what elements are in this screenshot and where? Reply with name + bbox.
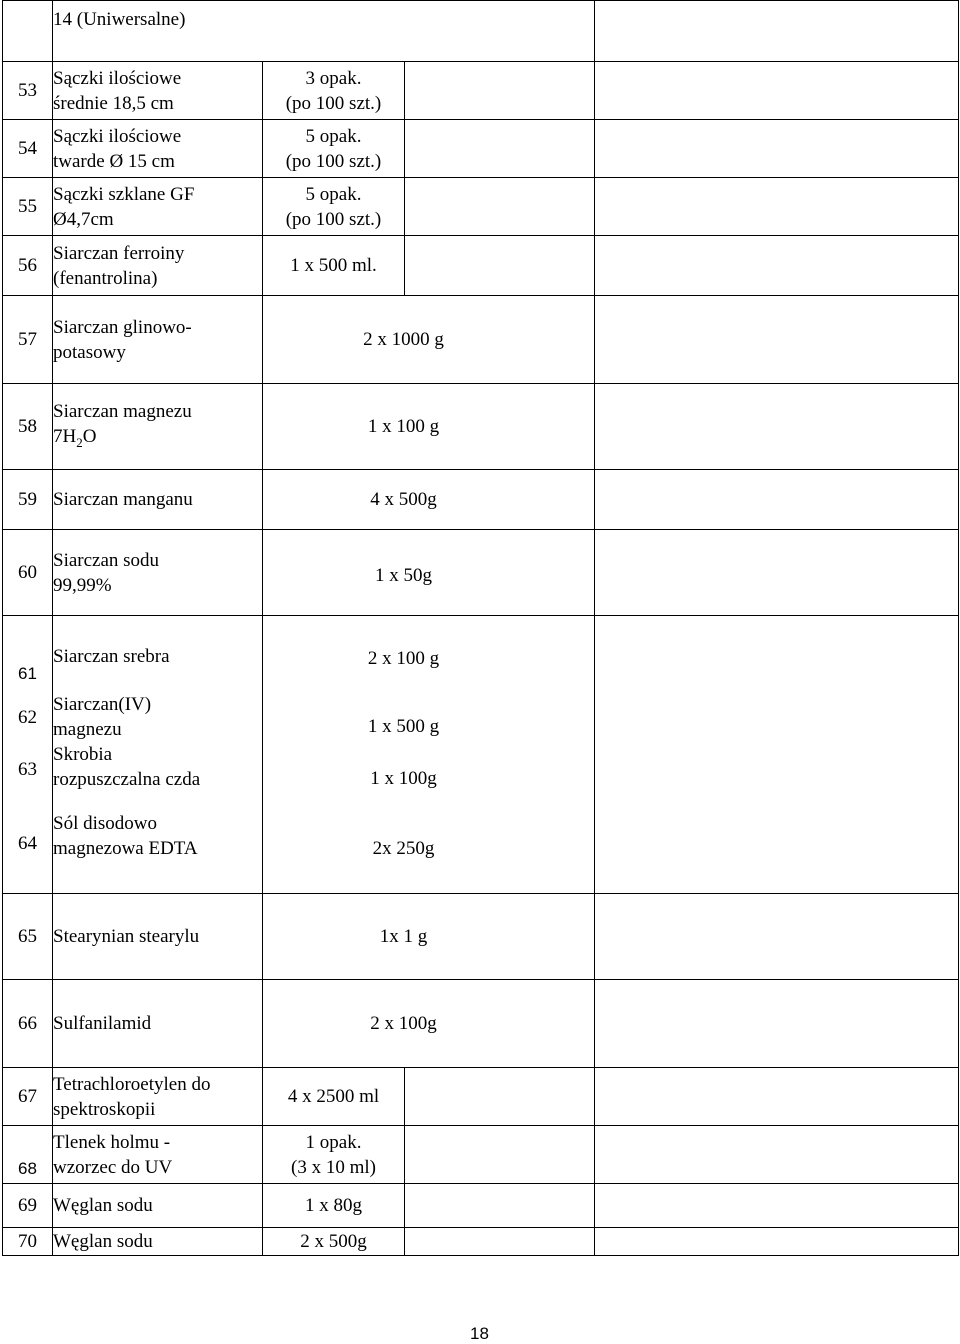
row-number: 69 bbox=[3, 1184, 53, 1228]
item-quantity: 4 x 500g bbox=[263, 470, 595, 530]
row-number: 57 bbox=[3, 296, 53, 384]
row-number: 59 bbox=[3, 470, 53, 530]
item-name-line: rozpuszczalna czda bbox=[53, 769, 201, 790]
empty-cell bbox=[595, 384, 959, 470]
empty-cell bbox=[405, 1228, 595, 1256]
empty-cell bbox=[405, 1068, 595, 1126]
item-quantity: 2 x 500g bbox=[263, 1228, 405, 1256]
item-name: Siarczan glinowo- potasowy bbox=[53, 296, 263, 384]
item-name: Skrobia bbox=[53, 744, 113, 765]
row-number: 61 bbox=[18, 664, 37, 683]
empty-cell bbox=[595, 1184, 959, 1228]
empty-cell bbox=[595, 178, 959, 236]
item-quantity: 1 opak. (3 x 10 ml) bbox=[263, 1126, 405, 1184]
header-empty-cell bbox=[3, 1, 53, 62]
item-name: Tetrachloroetylen do spektroskopii bbox=[53, 1068, 263, 1126]
row-number: 65 bbox=[3, 894, 53, 980]
item-name-line: magnezu bbox=[53, 719, 122, 740]
item-quantity: 3 opak. (po 100 szt.) bbox=[263, 62, 405, 120]
item-name: Tlenek holmu - wzorzec do UV bbox=[53, 1126, 263, 1184]
item-quantity: 1 x 50g bbox=[263, 530, 595, 616]
empty-cell bbox=[595, 62, 959, 120]
row-number: 55 bbox=[3, 178, 53, 236]
page-number: 18 bbox=[470, 1324, 489, 1343]
item-name: Sączki ilościowe średnie 18,5 cm bbox=[53, 62, 263, 120]
row-number: 66 bbox=[3, 980, 53, 1068]
item-quantity: 1x 1 g bbox=[263, 894, 595, 980]
item-name: Siarczan ferroiny (fenantrolina) bbox=[53, 236, 263, 296]
empty-cell bbox=[405, 236, 595, 296]
item-name-line: magnezowa EDTA bbox=[53, 838, 198, 859]
empty-cell bbox=[405, 1184, 595, 1228]
empty-cell bbox=[595, 1068, 959, 1126]
item-name: Sulfanilamid bbox=[53, 980, 263, 1068]
row-number-group bbox=[3, 616, 53, 894]
empty-cell bbox=[595, 1126, 959, 1184]
empty-cell bbox=[405, 1126, 595, 1184]
item-name: Siarczan srebra bbox=[53, 646, 170, 667]
empty-cell bbox=[405, 178, 595, 236]
empty-cell bbox=[595, 470, 959, 530]
item-name: Węglan sodu bbox=[53, 1184, 263, 1228]
item-name: Sól disodowo bbox=[53, 813, 157, 834]
empty-cell bbox=[595, 530, 959, 616]
row-number: 64 bbox=[18, 833, 37, 854]
item-name: Sączki szklane GF Ø4,7cm bbox=[53, 178, 263, 236]
section-header: 14 (Uniwersalne) bbox=[53, 1, 595, 62]
item-name: Węglan sodu bbox=[53, 1228, 263, 1256]
row-number: 63 bbox=[18, 759, 37, 780]
empty-cell bbox=[595, 894, 959, 980]
item-name: Stearynian stearylu bbox=[53, 894, 263, 980]
row-number: 53 bbox=[3, 62, 53, 120]
item-quantity: 2 x 1000 g bbox=[263, 296, 595, 384]
empty-cell bbox=[595, 980, 959, 1068]
row-number: 70 bbox=[3, 1228, 53, 1256]
empty-cell bbox=[595, 1228, 959, 1256]
item-quantity-group bbox=[263, 616, 595, 894]
item-quantity: 1 x 100 g bbox=[263, 384, 595, 470]
row-number: 54 bbox=[3, 120, 53, 178]
product-table bbox=[2, 0, 959, 1256]
item-quantity: 5 opak. (po 100 szt.) bbox=[263, 178, 405, 236]
empty-cell bbox=[595, 120, 959, 178]
empty-cell bbox=[595, 616, 959, 894]
item-quantity: 2 x 100g bbox=[263, 980, 595, 1068]
empty-cell bbox=[405, 62, 595, 120]
item-name: Siarczan manganu bbox=[53, 470, 263, 530]
row-number: 56 bbox=[3, 236, 53, 296]
item-name: Siarczan(IV) bbox=[53, 694, 152, 715]
row-number: 68 bbox=[3, 1126, 53, 1184]
item-quantity: 5 opak. (po 100 szt.) bbox=[263, 120, 405, 178]
empty-cell bbox=[595, 1, 959, 62]
row-number: 60 bbox=[3, 530, 53, 616]
item-name: Siarczan sodu 99,99% bbox=[53, 530, 263, 616]
item-quantity: 4 x 2500 ml bbox=[263, 1068, 405, 1126]
empty-cell bbox=[405, 120, 595, 178]
item-quantity: 1 x 100g bbox=[370, 768, 437, 789]
empty-cell bbox=[595, 296, 959, 384]
item-quantity: 1 x 500 ml. bbox=[263, 236, 405, 296]
item-quantity: 1 x 80g bbox=[263, 1184, 405, 1228]
item-quantity: 1 x 500 g bbox=[367, 716, 440, 737]
item-quantity: 2x 250g bbox=[372, 838, 435, 859]
empty-cell bbox=[595, 236, 959, 296]
item-name: Sączki ilościowe twarde Ø 15 cm bbox=[53, 120, 263, 178]
item-name: Siarczan magnezu $7H_2O$ bbox=[53, 384, 263, 470]
row-number: 58 bbox=[3, 384, 53, 470]
row-number: 67 bbox=[3, 1068, 53, 1126]
row-number: 62 bbox=[18, 707, 37, 728]
item-quantity: 2 x 100 g bbox=[367, 648, 440, 669]
item-name-group bbox=[53, 616, 263, 894]
